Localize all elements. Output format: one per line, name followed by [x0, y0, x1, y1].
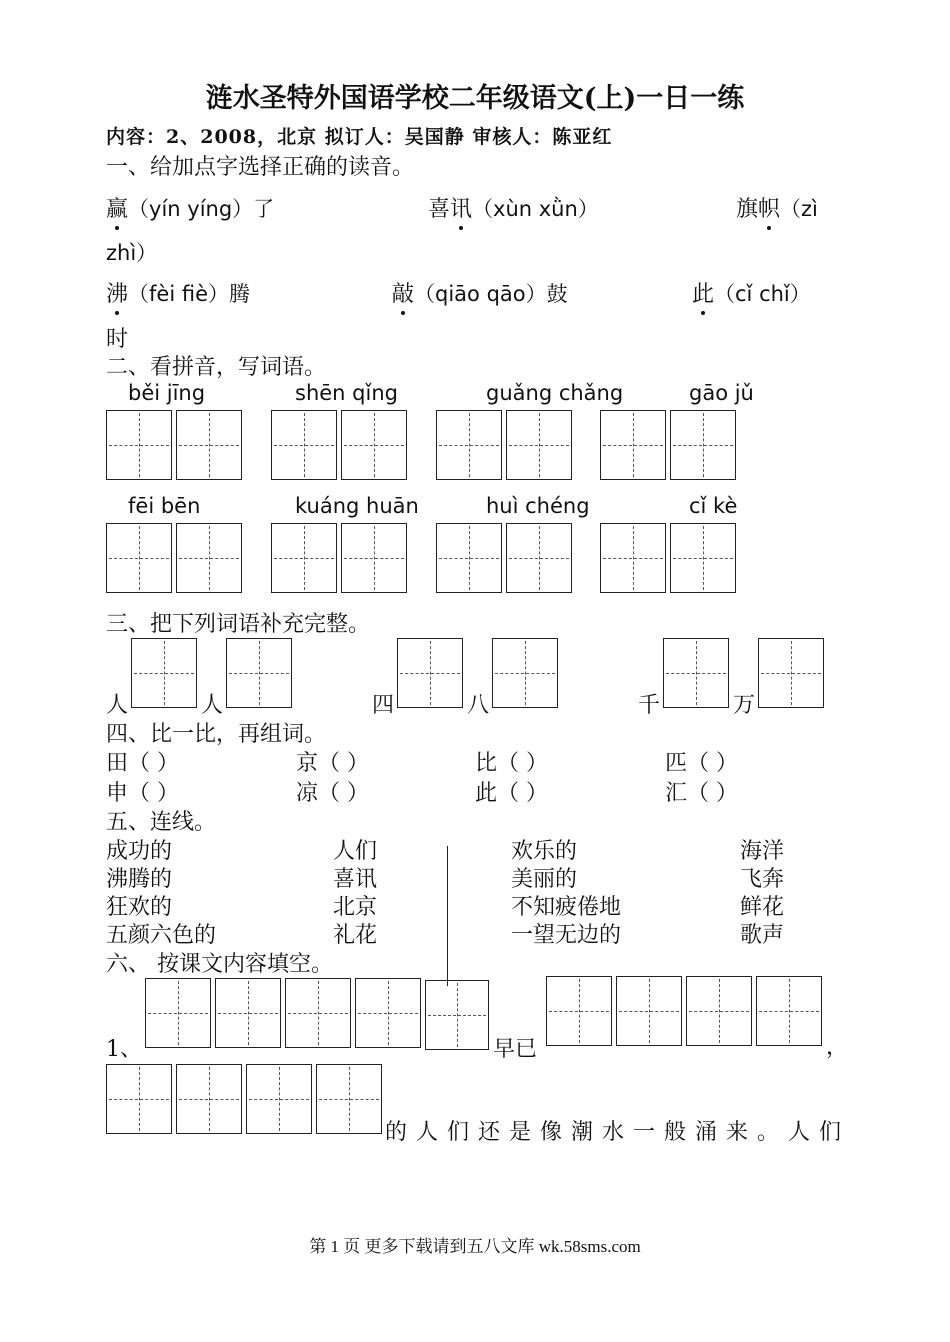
section-5-heading: 五、连线。	[106, 810, 217, 835]
match-right-word[interactable]: 海洋	[740, 839, 785, 864]
writing-box[interactable]	[246, 1064, 312, 1134]
writing-box[interactable]	[397, 638, 463, 708]
pronunciation-item: 此（cǐ chǐ）	[692, 277, 811, 308]
idiom-char: 人	[106, 693, 129, 718]
compare-item[interactable]: 比（ ）	[475, 751, 548, 776]
page-footer: 第 1 页 更多下载请到五八文库 wk.58sms.com	[309, 1237, 641, 1256]
section-6-heading: 六、 按课文内容填空。	[106, 952, 333, 977]
idiom-char: 八	[467, 693, 490, 718]
writing-box[interactable]	[670, 523, 736, 593]
idiom-char: 四	[372, 693, 395, 718]
pinyin-label: kuáng huān	[295, 494, 419, 518]
match-right-word[interactable]: 歌声	[740, 923, 785, 948]
writing-box[interactable]	[271, 410, 337, 480]
pronunciation-item-wrap: zhì）	[106, 241, 158, 265]
writing-box[interactable]	[436, 410, 502, 480]
writing-box[interactable]	[145, 978, 211, 1048]
writing-box[interactable]	[106, 523, 172, 593]
match-right-word[interactable]: 飞奔	[740, 867, 785, 892]
compare-item[interactable]: 京（ ）	[296, 751, 369, 776]
writing-box[interactable]	[600, 523, 666, 593]
fill-text: 的人们还是像潮水一般涌来。人们	[385, 1120, 851, 1145]
pronunciation-item: 喜讯（xùn xǜn）	[428, 192, 599, 223]
pinyin-label: fēi bēn	[128, 494, 201, 518]
writing-box[interactable]	[176, 410, 242, 480]
writing-box[interactable]	[341, 410, 407, 480]
match-left-word[interactable]: 不知疲倦地	[511, 895, 622, 920]
pinyin-label: běi jīng	[128, 381, 206, 405]
compare-item[interactable]: 此（ ）	[475, 781, 548, 806]
pronunciation-item: 赢（yín yíng）了	[106, 192, 274, 223]
writing-box[interactable]	[616, 976, 682, 1046]
fill-comma: ，	[826, 1035, 849, 1060]
compare-item[interactable]: 匹（ ）	[665, 751, 738, 776]
writing-box[interactable]	[285, 978, 351, 1048]
match-right-word[interactable]: 礼花	[333, 923, 378, 948]
fill-text: 早已	[493, 1037, 538, 1062]
compare-item[interactable]: 汇（ ）	[665, 781, 738, 806]
writing-box[interactable]	[546, 976, 612, 1046]
match-left-word[interactable]: 美丽的	[511, 867, 578, 892]
page-title: 涟水圣特外国语学校二年级语文(上)一日一练	[205, 83, 745, 114]
match-right-word[interactable]: 鲜花	[740, 895, 785, 920]
writing-box[interactable]	[131, 638, 197, 708]
match-left-word[interactable]: 一望无边的	[511, 923, 622, 948]
pronunciation-item: 敲（qiāo qāo）鼓	[392, 277, 568, 308]
idiom-char: 万	[733, 693, 756, 718]
section-3-heading: 三、把下列词语补充完整。	[106, 612, 371, 637]
writing-box[interactable]	[106, 410, 172, 480]
writing-box[interactable]	[316, 1064, 382, 1134]
pronunciation-item-wrap: 时	[106, 327, 129, 352]
writing-box[interactable]	[215, 978, 281, 1048]
idiom-char: 人	[201, 693, 224, 718]
writing-box[interactable]	[106, 1064, 172, 1134]
writing-box[interactable]	[425, 980, 489, 1050]
compare-item[interactable]: 申（ ）	[106, 781, 179, 806]
writing-box[interactable]	[226, 638, 292, 708]
writing-box[interactable]	[355, 978, 421, 1048]
writing-box[interactable]	[506, 410, 572, 480]
writing-box[interactable]	[600, 410, 666, 480]
writing-box[interactable]	[758, 638, 824, 708]
pinyin-label: huì chéng	[486, 494, 590, 518]
section-1-heading: 一、给加点字选择正确的读音。	[106, 155, 415, 180]
writing-box[interactable]	[506, 523, 572, 593]
writing-box[interactable]	[271, 523, 337, 593]
writing-box[interactable]	[686, 976, 752, 1046]
match-left-word[interactable]: 狂欢的	[106, 895, 173, 920]
pinyin-label: cǐ kè	[689, 494, 738, 518]
writing-box[interactable]	[341, 523, 407, 593]
meta-info: 内容：2、2008，北京 拟订人：吴国静 审核人：陈亚红	[106, 126, 613, 148]
match-right-word[interactable]: 人们	[333, 839, 378, 864]
writing-box[interactable]	[663, 638, 729, 708]
compare-item[interactable]: 田（ ）	[106, 751, 179, 776]
pronunciation-item: 旗帜（zì	[736, 192, 818, 223]
match-left-word[interactable]: 五颜六色的	[106, 923, 217, 948]
section-2-heading: 二、看拼音，写词语。	[106, 355, 327, 380]
compare-item[interactable]: 凉（ ）	[296, 781, 369, 806]
match-left-word[interactable]: 成功的	[106, 839, 173, 864]
pinyin-label: shēn qǐng	[295, 381, 398, 405]
pinyin-label: guǎng chǎng	[486, 381, 624, 405]
writing-box[interactable]	[176, 1064, 242, 1134]
match-right-word[interactable]: 喜讯	[333, 867, 378, 892]
writing-box[interactable]	[492, 638, 558, 708]
match-left-word[interactable]: 沸腾的	[106, 867, 173, 892]
writing-box[interactable]	[756, 976, 822, 1046]
question-number: 1、	[106, 1037, 142, 1062]
section-4-heading: 四、比一比，再组词。	[106, 722, 327, 747]
idiom-char: 千	[638, 693, 661, 718]
writing-box[interactable]	[436, 523, 502, 593]
pronunciation-item: 沸（fèi fiè）腾	[106, 277, 250, 308]
match-right-word[interactable]: 北京	[333, 895, 378, 920]
pinyin-label: gāo jǔ	[689, 381, 754, 405]
divider-line	[447, 846, 448, 986]
match-left-word[interactable]: 欢乐的	[511, 839, 578, 864]
writing-box[interactable]	[176, 523, 242, 593]
writing-box[interactable]	[670, 410, 736, 480]
